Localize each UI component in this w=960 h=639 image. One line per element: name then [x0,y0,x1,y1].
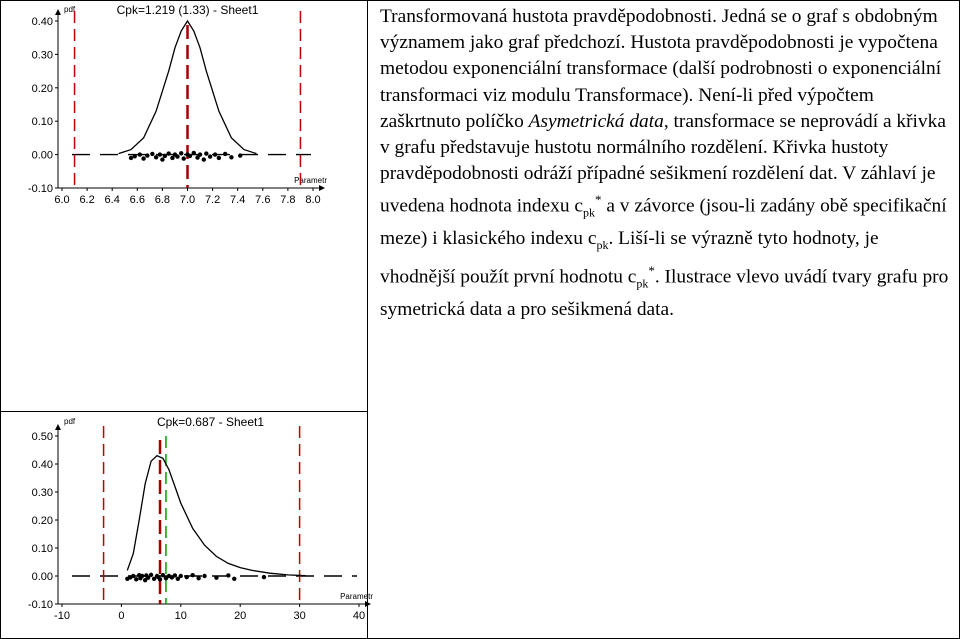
data-point [204,151,208,155]
y-tick-label: 0.20 [31,82,53,95]
x-tick-label: 6.4 [104,194,120,206]
x-tick-label: 30 [293,610,306,622]
symmetric-pdf-chart [4,2,364,210]
data-point [208,154,212,158]
data-point [223,152,227,156]
y-tick-label: 0.40 [31,16,53,28]
y-tick-label: 0.30 [31,49,53,62]
data-point [173,573,177,577]
data-point [182,156,186,160]
data-point [196,576,200,580]
y-axis-arrow [55,424,61,430]
data-point [140,574,144,578]
y-axis-arrow [55,9,61,15]
x-axis-arrow [319,185,325,191]
x-tick-label: 6.0 [54,194,70,206]
data-point [229,155,233,159]
x-tick-label: 6.2 [79,194,95,206]
x-tick-label: 10 [174,610,187,622]
data-point [149,573,153,577]
x-tick-label: 7.4 [230,194,246,206]
x-tick-label: 0 [118,610,125,622]
y-tick-label: 0.40 [31,459,53,471]
data-point [190,573,194,577]
data-point [213,152,217,156]
x-tick-label: 7.2 [204,194,221,206]
data-point [138,152,142,156]
data-point [163,154,167,158]
desc-part3: a v závorce (jsou-li zadány obě specifikační meze) i klasického indexu c [380,195,947,249]
data-point [232,577,236,581]
x-tick-label: 6.8 [154,194,171,206]
data-point [131,574,135,578]
data-point [179,151,183,155]
x-tick-label: -10 [54,610,70,622]
data-point [133,154,137,158]
data-point [129,156,133,160]
desc-part2: , transformace se neprovádí a křivka v grafu představuje hustotu normálního rozdělení. Křivka hustoty pravděpodobnosti odráží případné sešikmení rozdělení dat. V záhlaví je uvedena hodnota indexu c [380,110,946,217]
data-point [154,155,158,159]
x-tick-label: 8.0 [305,194,321,206]
desc-sub3: pk [636,276,649,291]
y-tick-label: -0.10 [27,183,53,195]
chart-title: Cpk=1.219 (1.33) - Sheet1 [116,3,259,17]
x-tick-label: 6.6 [129,194,145,206]
desc-sub2: pk [596,237,609,252]
x-axis-label: Parametr [340,592,373,601]
column-divider [367,0,368,639]
y-tick-label: 0.50 [31,431,53,443]
data-point [226,573,230,577]
y-tick-label: -0.10 [27,599,53,611]
desc-part4: . Liší-li se výrazně tyto hodnoty, je vhodnější použít první hodnotu c [380,227,879,288]
chart-title: Cpk=0.687 - Sheet1 [156,415,265,429]
data-point [214,575,218,579]
data-point [238,153,242,157]
y-axis-label: pdf [64,5,76,14]
data-point [166,151,170,155]
skewed-pdf-chart [4,414,373,636]
y-tick-label: 0.30 [31,487,53,499]
x-axis-label: Parametr [294,176,327,185]
desc-sup3: * [648,263,655,279]
x-tick-label: 20 [234,610,247,622]
data-point [141,156,145,160]
desc-part5: . Ilustrace vlevo uvádí tvary grafu pro symetrická data a pro sešikmená data. [380,266,949,320]
data-point [160,157,164,161]
desc-sup1: * [595,192,602,208]
data-point [202,157,206,161]
data-point [185,575,189,579]
data-point [134,577,138,581]
x-tick-label: 7.0 [179,194,196,206]
y-tick-label: 0.20 [31,515,53,527]
x-tick-label: 7.8 [280,194,296,206]
row-divider [0,411,368,412]
data-point [150,152,154,156]
desc-italic: Asymetrická data [528,110,664,132]
data-point [158,577,162,581]
description-text [380,4,952,323]
y-tick-label: 0.00 [31,149,53,162]
data-point [192,151,196,155]
data-point [158,152,162,156]
y-tick-label: 0.10 [31,543,53,555]
data-point [188,154,192,158]
density-curve [127,456,305,576]
data-point [175,154,179,158]
data-point [202,574,206,578]
x-tick-label: 40 [352,610,366,622]
desc-part1: Transformovaná hustota pravděpodobnosti. Jedná se o graf s obdobným významem jako graf předchozí. Hustota pravděpodobnosti je vypočtena metodou exponenciální transformace (další podrobnosti o exponenciální transformaci viz modulu Transformace). Není-li před výpočtem zaškrtnuto políčko [380,6,942,132]
data-point [217,156,221,160]
desc-sub1: pk [583,205,595,220]
y-axis-label: pdf [64,417,76,426]
data-point [198,152,202,156]
data-point [145,153,149,157]
x-tick-label: 7.6 [255,194,271,206]
y-tick-label: 0.10 [31,116,53,129]
data-point [262,575,266,579]
data-point [179,574,183,578]
y-tick-label: 0.00 [31,571,53,583]
